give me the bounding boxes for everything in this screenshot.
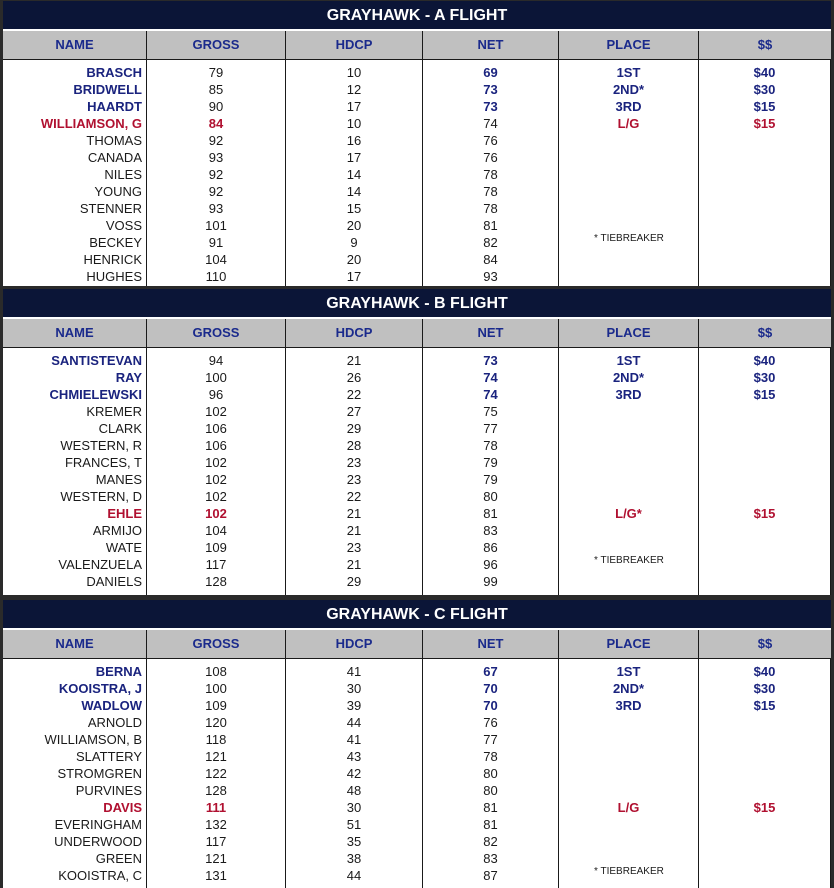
prize-cell: $40 [753, 664, 776, 679]
hdcp-cell: 21 [346, 506, 362, 521]
place-cell [559, 816, 698, 833]
name-cell: WADLOW [81, 698, 142, 713]
prize-cell [699, 420, 830, 437]
name-cell: EHLE [107, 506, 142, 521]
hdcp-cell: 17 [346, 99, 362, 114]
prize-cell [699, 471, 830, 488]
gross-cell: 91 [208, 235, 224, 250]
tiebreaker-note: * TIEBREAKER [594, 233, 664, 244]
hdcp-cell: 30 [346, 681, 362, 696]
place-cell [559, 132, 698, 149]
hdcp-cell: 39 [346, 698, 362, 713]
prize-cell: $15 [753, 99, 776, 114]
net-cell: 73 [483, 99, 498, 114]
gross-cell: 106 [205, 438, 227, 453]
prize-cell [699, 522, 830, 539]
net-cell: 76 [483, 715, 498, 730]
name-cell: GREEN [95, 851, 142, 866]
name-cell: NILES [104, 167, 142, 182]
gross-cell: 93 [208, 201, 224, 216]
gross-cell: 102 [205, 489, 227, 504]
column-header: HDCP [286, 630, 423, 658]
name-cell: RAY [115, 370, 142, 385]
hdcp-cell: 20 [346, 252, 362, 267]
hdcp-cell: 14 [346, 184, 362, 199]
flight-section [3, 1, 831, 286]
net-cell: 80 [483, 783, 498, 798]
place-cell [559, 437, 698, 454]
hdcp-cell: 38 [346, 851, 362, 866]
net-cell: 86 [483, 540, 498, 555]
flight-section [3, 600, 831, 888]
place-cell: 2ND* [612, 82, 645, 97]
prize-cell [699, 234, 830, 251]
gross-column [147, 60, 286, 286]
hdcp-cell: 23 [346, 472, 362, 487]
hdcp-cell: 10 [346, 65, 362, 80]
prize-cell: $15 [753, 116, 776, 131]
hdcp-cell: 23 [346, 540, 362, 555]
prize-cell [699, 149, 830, 166]
net-cell: 87 [483, 868, 498, 883]
prize-cell [699, 782, 830, 799]
column-header: $$ [757, 37, 773, 52]
name-cell: SLATTERY [76, 749, 142, 764]
gross-column [147, 659, 286, 888]
net-cell: 79 [483, 472, 498, 487]
column-header: HDCP [286, 31, 423, 59]
place-cell: 1ST [616, 353, 641, 368]
net-cell: 81 [483, 218, 498, 233]
name-cell: KOOISTRA, C [58, 868, 142, 883]
place-column [559, 60, 699, 286]
gross-cell: 90 [208, 99, 224, 114]
net-cell: 77 [483, 732, 498, 747]
hdcp-cell: 42 [346, 766, 362, 781]
gross-cell: 102 [205, 472, 227, 487]
gross-cell: 111 [205, 800, 227, 815]
place-cell [559, 731, 698, 748]
place-cell [559, 573, 698, 590]
name-cell: STROMGREN [57, 766, 142, 781]
name-cell: PURVINES [75, 783, 142, 798]
gross-cell: 121 [205, 749, 227, 764]
net-cell: 93 [483, 269, 498, 284]
column-header: PLACE [559, 630, 699, 658]
column-header: HDCP [286, 319, 423, 347]
place-cell: 3RD [615, 387, 642, 402]
flight-title: GRAYHAWK - C FLIGHT [3, 600, 831, 630]
net-cell: 67 [483, 664, 498, 679]
net-cell: 73 [483, 353, 498, 368]
name-cell: HUGHES [86, 269, 142, 284]
prize-cell [699, 268, 830, 285]
hdcp-cell: 21 [346, 557, 362, 572]
table-body [3, 60, 831, 286]
net-cell: 78 [483, 201, 498, 216]
column-header: NET [423, 319, 559, 347]
place-cell [559, 522, 698, 539]
name-cell: HAARDT [87, 99, 142, 114]
gross-cell: 92 [208, 184, 224, 199]
hdcp-cell: 17 [346, 269, 362, 284]
name-cell: BRIDWELL [73, 82, 142, 97]
prize-cell: $15 [753, 506, 776, 521]
net-cell: 78 [483, 438, 498, 453]
name-column [3, 348, 147, 595]
table-header [3, 319, 831, 348]
tiebreaker-note: * TIEBREAKER [594, 866, 664, 877]
table-header [3, 630, 831, 659]
place-cell [559, 714, 698, 731]
column-header: NAME [3, 31, 147, 59]
net-cell: 78 [483, 749, 498, 764]
prize-cell: $40 [753, 65, 776, 80]
net-cell: 74 [483, 116, 498, 131]
hdcp-column [286, 60, 423, 286]
gross-cell: 109 [205, 540, 227, 555]
name-cell: WILLIAMSON, B [44, 732, 142, 747]
hdcp-cell: 17 [346, 150, 362, 165]
net-cell: 80 [483, 766, 498, 781]
gross-cell: 121 [205, 851, 227, 866]
gross-cell: 92 [208, 167, 224, 182]
gross-cell: 128 [205, 574, 227, 589]
gross-cell: 85 [208, 82, 224, 97]
tiebreaker-note: * TIEBREAKER [594, 555, 664, 566]
place-cell [559, 782, 698, 799]
net-cell: 76 [483, 150, 498, 165]
hdcp-cell: 21 [346, 353, 362, 368]
place-column [559, 659, 699, 888]
place-cell: 2ND* [612, 370, 645, 385]
column-header: PLACE [559, 319, 699, 347]
name-cell: VOSS [105, 218, 142, 233]
prize-cell [699, 850, 830, 867]
net-cell: 84 [483, 252, 498, 267]
hdcp-cell: 44 [346, 868, 362, 883]
gross-cell: 84 [208, 116, 224, 131]
net-cell: 79 [483, 455, 498, 470]
gross-column [147, 348, 286, 595]
name-cell: ARMIJO [92, 523, 142, 538]
prize-column [699, 60, 831, 286]
net-cell: 69 [483, 65, 498, 80]
prize-cell [699, 403, 830, 420]
flight-section [3, 289, 831, 595]
name-cell: BRASCH [86, 65, 142, 80]
prize-cell [699, 437, 830, 454]
hdcp-cell: 44 [346, 715, 362, 730]
prize-cell [699, 556, 830, 573]
name-cell: WESTERN, D [60, 489, 142, 504]
hdcp-cell: 41 [346, 732, 362, 747]
place-cell [559, 488, 698, 505]
hdcp-cell: 41 [346, 664, 362, 679]
gross-cell: 79 [208, 65, 224, 80]
name-cell: FRANCES, T [64, 455, 142, 470]
place-cell: L/G [617, 800, 640, 815]
name-cell: WILLIAMSON, G [40, 116, 142, 131]
prize-cell: $15 [753, 800, 776, 815]
net-cell: 74 [483, 370, 498, 385]
hdcp-cell: 20 [346, 218, 362, 233]
gross-cell: 102 [205, 506, 227, 521]
prize-cell: $15 [753, 698, 776, 713]
prize-cell [699, 183, 830, 200]
name-cell: UNDERWOOD [54, 834, 142, 849]
column-header: GROSS [147, 319, 286, 347]
hdcp-column [286, 348, 423, 595]
gross-cell: 117 [205, 557, 227, 572]
place-cell [559, 454, 698, 471]
net-cell: 83 [483, 851, 498, 866]
net-cell: 75 [483, 404, 498, 419]
gross-cell: 94 [208, 353, 224, 368]
hdcp-cell: 28 [346, 438, 362, 453]
hdcp-cell: 48 [346, 783, 362, 798]
net-cell: 78 [483, 167, 498, 182]
net-cell: 96 [483, 557, 498, 572]
hdcp-cell: 14 [346, 167, 362, 182]
prize-cell [699, 251, 830, 268]
prize-column [699, 659, 831, 888]
net-cell: 78 [483, 184, 498, 199]
name-cell: CANADA [87, 150, 142, 165]
gross-cell: 109 [205, 698, 227, 713]
gross-cell: 128 [205, 783, 227, 798]
name-cell: VALENZUELA [58, 557, 142, 572]
name-cell: YOUNG [94, 184, 142, 199]
prize-cell [699, 217, 830, 234]
name-cell: MANES [95, 472, 142, 487]
name-cell: CLARK [98, 421, 142, 436]
hdcp-cell: 26 [346, 370, 362, 385]
hdcp-cell: 29 [346, 421, 362, 436]
net-cell: 82 [483, 235, 498, 250]
hdcp-cell: 29 [346, 574, 362, 589]
table-body [3, 659, 831, 888]
prize-column [699, 348, 831, 595]
hdcp-cell: 9 [350, 235, 358, 250]
name-cell: HENRICK [83, 252, 142, 267]
net-column [423, 659, 559, 888]
name-cell: DANIELS [86, 574, 142, 589]
place-cell [559, 217, 698, 234]
name-cell: SANTISTEVAN [51, 353, 142, 368]
prize-cell [699, 765, 830, 782]
place-cell: 2ND* [612, 681, 645, 696]
gross-cell: 96 [208, 387, 224, 402]
prize-cell [699, 573, 830, 590]
place-cell [559, 748, 698, 765]
net-cell: 83 [483, 523, 498, 538]
column-header: NAME [3, 630, 147, 658]
name-column [3, 60, 147, 286]
name-cell: WESTERN, R [60, 438, 142, 453]
hdcp-cell: 10 [346, 116, 362, 131]
hdcp-cell: 23 [346, 455, 362, 470]
place-cell [559, 471, 698, 488]
gross-cell: 104 [205, 252, 227, 267]
net-cell: 70 [483, 698, 498, 713]
net-column [423, 348, 559, 595]
net-cell: 70 [483, 681, 498, 696]
hdcp-cell: 15 [346, 201, 362, 216]
place-cell [559, 183, 698, 200]
hdcp-column [286, 659, 423, 888]
net-cell: 81 [483, 506, 498, 521]
gross-cell: 110 [205, 269, 227, 284]
prize-cell [699, 454, 830, 471]
column-header: NET [423, 31, 559, 59]
gross-cell: 131 [205, 868, 227, 883]
column-header: NET [423, 630, 559, 658]
prize-cell [699, 748, 830, 765]
place-cell [559, 149, 698, 166]
prize-cell [699, 132, 830, 149]
gross-cell: 102 [205, 455, 227, 470]
prize-cell: $15 [753, 387, 776, 402]
net-cell: 76 [483, 133, 498, 148]
net-cell: 82 [483, 834, 498, 849]
column-header: NAME [3, 319, 147, 347]
hdcp-cell: 27 [346, 404, 362, 419]
net-cell: 81 [483, 817, 498, 832]
gross-cell: 100 [205, 681, 227, 696]
name-cell: ARNOLD [87, 715, 142, 730]
hdcp-cell: 43 [346, 749, 362, 764]
prize-cell: $30 [753, 681, 776, 696]
name-cell: EVERINGHAM [54, 817, 142, 832]
hdcp-cell: 22 [346, 489, 362, 504]
place-cell [559, 539, 698, 556]
gross-cell: 120 [205, 715, 227, 730]
name-cell: STENNER [79, 201, 142, 216]
prize-cell [699, 539, 830, 556]
place-cell [559, 833, 698, 850]
prize-cell [699, 166, 830, 183]
prize-cell [699, 833, 830, 850]
gross-cell: 93 [208, 150, 224, 165]
place-cell [559, 251, 698, 268]
place-cell [559, 765, 698, 782]
gross-cell: 101 [205, 218, 227, 233]
place-cell [559, 268, 698, 285]
gross-cell: 100 [205, 370, 227, 385]
name-cell: THOMAS [86, 133, 142, 148]
place-cell [559, 850, 698, 867]
hdcp-cell: 22 [346, 387, 362, 402]
gross-cell: 118 [205, 732, 227, 747]
flight-title: GRAYHAWK - B FLIGHT [3, 289, 831, 319]
net-cell: 73 [483, 82, 498, 97]
prize-cell [699, 816, 830, 833]
prize-cell [699, 714, 830, 731]
net-column [423, 60, 559, 286]
hdcp-cell: 12 [346, 82, 362, 97]
gross-cell: 104 [205, 523, 227, 538]
gross-cell: 117 [205, 834, 227, 849]
net-cell: 80 [483, 489, 498, 504]
table-body [3, 348, 831, 595]
hdcp-cell: 30 [346, 800, 362, 815]
name-cell: BERNA [95, 664, 142, 679]
place-cell [559, 420, 698, 437]
gross-cell: 92 [208, 133, 224, 148]
name-cell: DAVIS [103, 800, 142, 815]
place-cell: 1ST [616, 664, 641, 679]
hdcp-cell: 51 [346, 817, 362, 832]
gross-cell: 122 [205, 766, 227, 781]
prize-cell: $30 [753, 370, 776, 385]
net-cell: 77 [483, 421, 498, 436]
column-header: GROSS [147, 630, 286, 658]
hdcp-cell: 16 [346, 133, 362, 148]
place-cell [559, 403, 698, 420]
hdcp-cell: 35 [346, 834, 362, 849]
place-cell: 1ST [616, 65, 641, 80]
column-header: GROSS [147, 31, 286, 59]
table-header [3, 31, 831, 60]
column-header: $$ [757, 636, 773, 651]
name-cell: KREMER [86, 404, 142, 419]
name-cell: WATE [105, 540, 142, 555]
net-cell: 74 [483, 387, 498, 402]
net-cell: 99 [483, 574, 498, 589]
name-column [3, 659, 147, 888]
flight-title: GRAYHAWK - A FLIGHT [3, 1, 831, 31]
prize-cell [699, 200, 830, 217]
prize-cell [699, 488, 830, 505]
gross-cell: 102 [205, 404, 227, 419]
hdcp-cell: 21 [346, 523, 362, 538]
gross-cell: 106 [205, 421, 227, 436]
prize-cell: $30 [753, 82, 776, 97]
name-cell: KOOISTRA, J [58, 681, 142, 696]
net-cell: 81 [483, 800, 498, 815]
place-cell: 3RD [615, 99, 642, 114]
name-cell: BECKEY [89, 235, 142, 250]
place-cell: 3RD [615, 698, 642, 713]
place-cell [559, 166, 698, 183]
place-cell [559, 200, 698, 217]
gross-cell: 132 [205, 817, 227, 832]
column-header: PLACE [559, 31, 699, 59]
place-cell: L/G* [615, 506, 642, 521]
place-cell: L/G [617, 116, 640, 131]
prize-cell [699, 867, 830, 884]
name-cell: CHMIELEWSKI [49, 387, 142, 402]
gross-cell: 108 [205, 664, 227, 679]
prize-cell: $40 [753, 353, 776, 368]
column-header: $$ [757, 325, 773, 340]
prize-cell [699, 731, 830, 748]
